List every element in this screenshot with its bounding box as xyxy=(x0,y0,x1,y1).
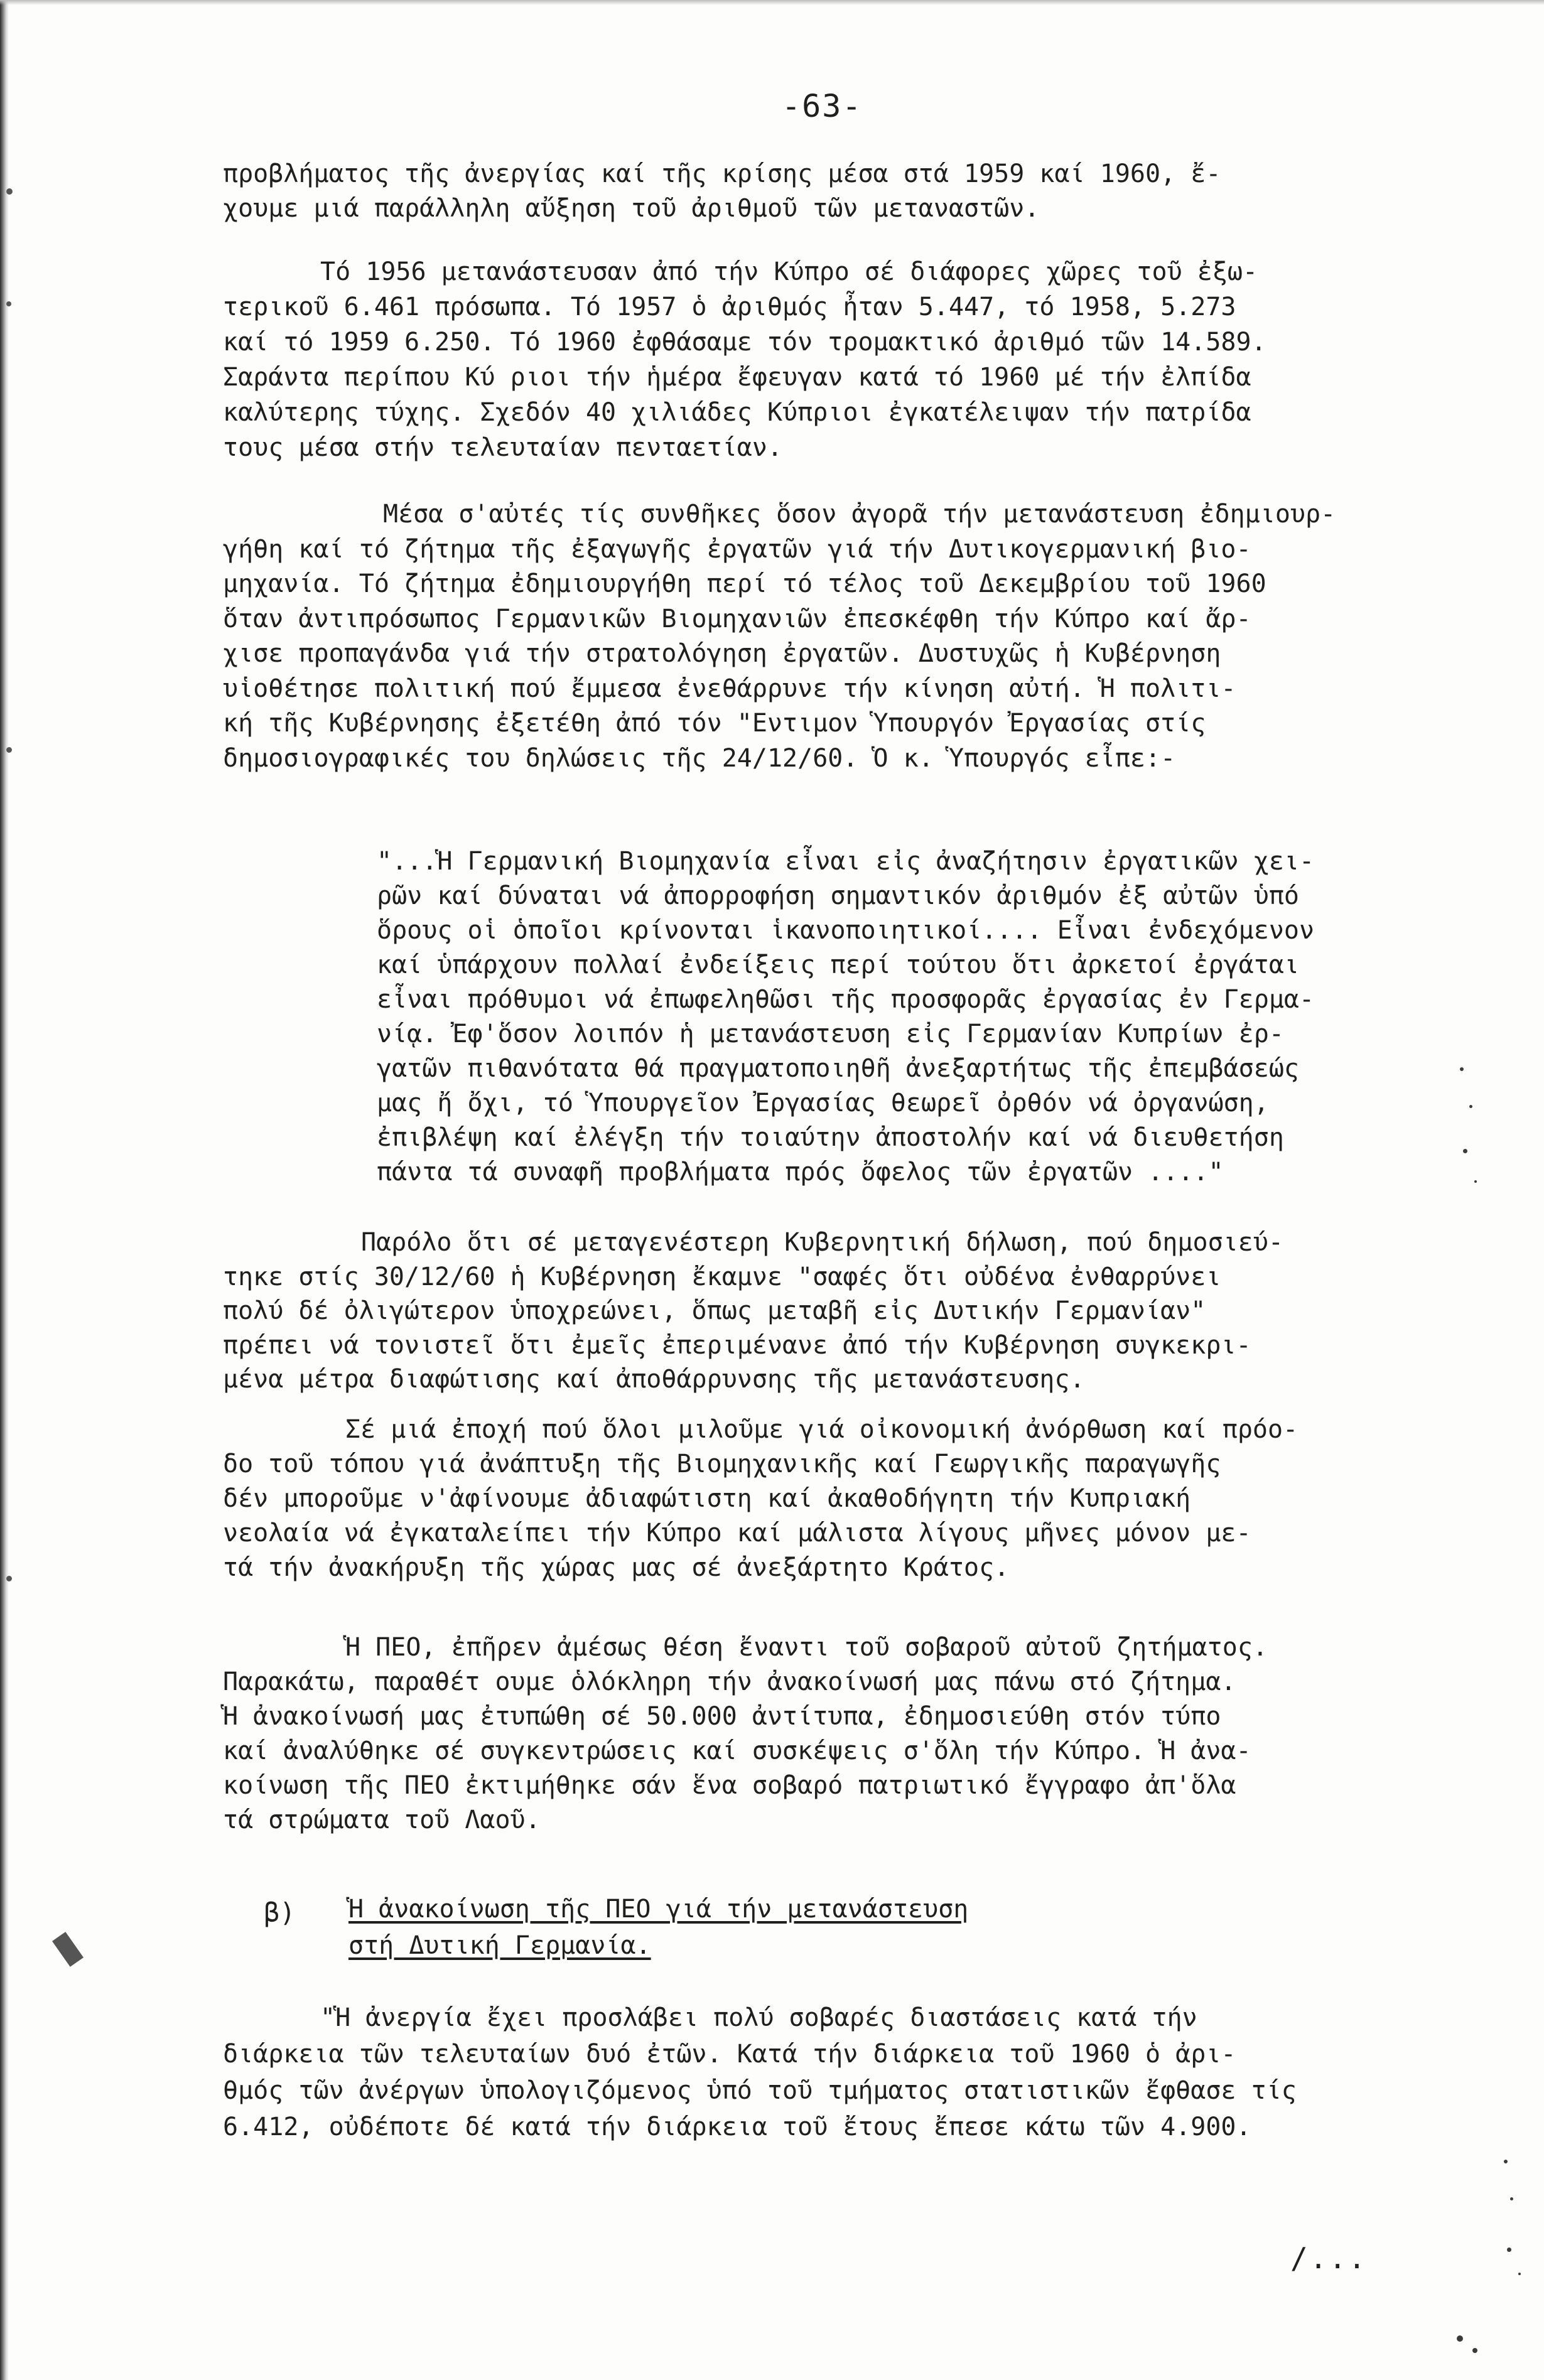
scan-speck xyxy=(1510,2197,1513,2200)
text-line: ὅταν ἀντιπρόσωπος Γερμανικῶν Βιομηχανιῶν ἐπεσκέφθη τήν Κύπρο καί ἄρ- xyxy=(223,604,1251,633)
text-line: "Ἡ ἀνεργία ἔχει προσλάβει πολύ σοβαρές διαστάσεις κατά τήν xyxy=(320,2003,1197,2032)
text-line: εἶναι πρόθυμοι νά ἐπωφεληθῶσι τῆς προσφορᾶς ἐργασίας ἐν Γερμα- xyxy=(377,985,1315,1014)
scan-speck xyxy=(1474,1180,1477,1183)
paragraph-announcement-text xyxy=(223,2000,1297,2145)
scan-speck xyxy=(1463,1149,1467,1153)
section-title-line: Ἡ ἀνακοίνωση τῆς ΠΕΟ γιά τήν μετανάστευση xyxy=(348,1895,969,1924)
text-line: υἱοθέτησε πολιτική πού ἔμμεσα ἐνεθάρρυνε τήν κίνηση αὐτή. Ἡ πολιτι- xyxy=(223,674,1236,703)
text-line: καί ὑπάρχουν πολλαί ἐνδείξεις περί τούτου ὅτι ἀρκετοί ἐργάται xyxy=(377,950,1300,979)
text-line: τηκε στίς 30/12/60 ἡ Κυβέρνηση ἔκαμνε "σαφές ὅτι οὐδένα ἐνθαρρύνει xyxy=(223,1262,1221,1291)
scan-speck xyxy=(1507,2248,1511,2252)
text-line: δέν μποροῦμε ν'ἀφίνουμε ἀδιαφώτιστη καί ἀκαθοδήγητη τήν Κυπριακή xyxy=(223,1484,1191,1513)
paragraph-youth-emigration xyxy=(223,1413,1298,1585)
text-line: προβλήματος τῆς ἀνεργίας καί τῆς κρίσης μέσα στά 1959 καί 1960, ἔ- xyxy=(223,159,1221,188)
paragraph-unemployment-intro xyxy=(223,157,1221,226)
scan-speck xyxy=(1460,1067,1464,1071)
text-line: μηχανία. Τό ζήτημα ἐδημιουργήθη περί τό τέλος τοῦ Δεκεμβρίου τοῦ 1960 xyxy=(223,569,1266,598)
section-title-line: στή Δυτική Γερμανία. xyxy=(348,1931,651,1960)
text-line: Σαράντα περίπου Κύ ριοι τήν ἡμέρα ἔφευγαν κατά τό 1960 μέ τήν ἐλπίδα xyxy=(223,363,1251,392)
text-line: γατῶν πιθανότατα θά πραγματοποιηθῆ ἀνεξαρτήτως τῆς ἐπεμβάσεώς xyxy=(377,1054,1300,1083)
paragraph-peo-position xyxy=(223,1630,1268,1838)
section-marker: β) xyxy=(264,1897,296,1928)
text-line: καί ἀναλύθηκε σέ συγκεντρώσεις καί συσκέψεις σ'ὅλη τήν Κύπρο. Ἡ ἀνα- xyxy=(223,1737,1251,1765)
text-line: πάντα τά συναφῆ προβλήματα πρός ὄφελος τῶν ἐργατῶν ...." xyxy=(377,1158,1224,1187)
text-line: Τό 1956 μετανάστευσαν ἀπό τήν Κύπρο σέ διάφορες χῶρες τοῦ ἐξω- xyxy=(320,257,1258,286)
scan-speck xyxy=(1469,1105,1472,1108)
text-line: τερικοῦ 6.461 πρόσωπα. Τό 1957 ὁ ἀριθμός ἦταν 5.447, τό 1958, 5.273 xyxy=(223,293,1236,321)
text-line: δο τοῦ τόπου γιά ἀνάπτυξη τῆς Βιομηχανικῆς καί Γεωργικῆς παραγωγῆς xyxy=(223,1450,1221,1478)
text-line: Ἡ ΠΕΟ, ἐπῆρεν ἀμέσως θέση ἔναντι τοῦ σοβαροῦ αὐτοῦ ζητήματος. xyxy=(345,1633,1268,1662)
text-line: γήθη καί τό ζήτημα τῆς ἐξαγωγῆς ἐργατῶν γιά τήν Δυτικογερμανική βιο- xyxy=(223,534,1251,564)
text-line: "...Ἡ Γερμανική Βιομηχανία εἶναι εἰς ἀναζήτησιν ἐργατικῶν χει- xyxy=(377,847,1315,876)
scan-speck xyxy=(1518,2273,1521,2275)
text-line: διάρκεια τῶν τελευταίων δυό ἐτῶν. Κατά τήν διάρκεια τοῦ 1960 ὁ ἀρι- xyxy=(223,2040,1236,2069)
text-line: μένα μέτρα διαφώτισης καί ἀποθάρρυνσης τῆς μετανάστευσης. xyxy=(223,1365,1085,1394)
text-line: πρέπει νά τονιστεῖ ὅτι ἐμεῖς ἐπεριμένανε ἀπό τήν Κυβέρνηση συγκεκρι- xyxy=(223,1330,1251,1360)
text-line: καί τό 1959 6.250. Τό 1960 ἐφθάσαμε τόν τρομακτικό ἀριθμό τῶν 14.589. xyxy=(223,328,1266,357)
scan-speck xyxy=(1504,2160,1508,2163)
continued-marker: /... xyxy=(1290,2241,1368,2275)
text-line: χισε προπαγάνδα γιά τήν στρατολόγηση ἐργατῶν. Δυστυχῶς ἡ Κυβέρνηση xyxy=(223,639,1221,668)
text-line: δημοσιογραφικές του δηλώσεις τῆς 24/12/60. Ὁ κ. Ὑπουργός εἶπε:- xyxy=(223,743,1176,773)
text-line: ὅρους οἱ ὁποῖοι κρίνονται ἱκανοποιητικοί.... Εἶναι ἐνδεχόμενον xyxy=(377,916,1315,945)
text-line: χουμε μιά παράλληλη αὔξηση τοῦ ἀριθμοῦ τῶν μεταναστῶν. xyxy=(223,194,1040,223)
text-line: πολύ δέ ὀλιγώτερον ὑποχρεώνει, ὅπως μεταβῆ εἰς Δυτικήν Γερμανίαν" xyxy=(223,1296,1206,1325)
text-line: τά τήν ἀνακήρυξη τῆς χώρας μας σέ ἀνεξάρτητο Κράτος. xyxy=(223,1553,1010,1582)
text-line: τά στρώματα τοῦ Λαοῦ. xyxy=(223,1806,541,1834)
text-line: Ἡ ἀνακοίνωσή μας ἐτυπώθη σέ 50.000 ἀντίτυπα, ἐδημοσιεύθη στόν τύπο xyxy=(223,1702,1221,1731)
scan-speck xyxy=(1472,2348,1477,2353)
text-line: νεολαία νά ἐγκαταλείπει τήν Κύπρο καί μάλιστα λίγους μῆνες μόνον με- xyxy=(223,1519,1251,1548)
margin-bullet-mark xyxy=(6,188,13,195)
text-line: ἐπιβλέψη καί ἐλέγξη τήν τοιαύτην ἀποστολήν καί νά διευθετήση xyxy=(377,1123,1284,1152)
text-line: θμός τῶν ἀνέργων ὑπολογιζόμενος ὑπό τοῦ τμήματος στατιστικῶν ἔφθασε τίς xyxy=(223,2076,1297,2105)
margin-tick-mark xyxy=(52,1932,84,1967)
margin-bullet-mark xyxy=(6,301,11,306)
paragraph-emigration-figures xyxy=(223,254,1266,465)
scan-speck xyxy=(1457,2335,1463,2342)
text-line: ρῶν καί δύναται νά ἀπορροφήση σημαντικόν ἀριθμόν ἐξ αὐτῶν ὑπό xyxy=(377,881,1300,910)
text-line: Σέ μιά ἐποχή πού ὅλοι μιλοῦμε γιά οἰκονομική ἀνόρθωση καί πρόο- xyxy=(345,1415,1298,1444)
text-line: Παρόλο ὅτι σέ μεταγενέστερη Κυβερνητική δήλωση, πού δημοσιεύ- xyxy=(361,1228,1284,1257)
text-line: μας ἤ ὄχι, τό Ὑπουργεῖον Ἐργασίας θεωρεῖ ὀρθόν νά ὀργανώση, xyxy=(377,1089,1269,1117)
text-line: καλύτερης τύχης. Σχεδόν 40 χιλιάδες Κύπριοι ἐγκατέλειψαν τήν πατρίδα xyxy=(223,398,1251,427)
paragraph-german-industry xyxy=(223,497,1336,776)
scan-edge-top-shadow xyxy=(0,0,1544,5)
text-line: τους μέσα στήν τελευταίαν πενταετίαν. xyxy=(223,433,783,462)
text-line: 6.412, οὐδέποτε δέ κατά τήν διάρκεια τοῦ ἔτους ἔπεσε κάτω τῶν 4.900. xyxy=(223,2113,1251,2141)
paragraph-government-statement xyxy=(223,1225,1283,1397)
margin-bullet-mark xyxy=(6,1576,12,1581)
section-title xyxy=(348,1891,968,1964)
text-line: κοίνωση τῆς ΠΕΟ ἐκτιμήθηκε σάν ἕνα σοβαρό πατριωτικό ἔγγραφο ἀπ'ὅλα xyxy=(223,1771,1236,1800)
text-line: νίᾳ. Ἐφ'ὅσον λοιπόν ἡ μετανάστευση εἰς Γερμανίαν Κυπρίων ἐρ- xyxy=(377,1020,1284,1048)
text-line: κή τῆς Κυβέρνησης ἐξετέθη ἀπό τόν "Εντιμον Ὑπουργόν Ἐργασίας στίς xyxy=(223,709,1206,738)
text-line: Μέσα σ'αὐτές τίς συνθῆκες ὅσον ἀγορᾶ τήν μετανάστευση ἐδημιουρ- xyxy=(383,500,1336,529)
minister-quote xyxy=(377,844,1314,1190)
margin-bullet-mark xyxy=(6,747,12,753)
scan-edge-shadow xyxy=(0,0,9,2380)
text-line: Παρακάτω, παραθέτ ουμε ὁλόκληρη τήν ἀνακοίνωσή μας πάνω στό ζήτημα. xyxy=(223,1667,1236,1696)
page-number: -63- xyxy=(782,88,863,124)
